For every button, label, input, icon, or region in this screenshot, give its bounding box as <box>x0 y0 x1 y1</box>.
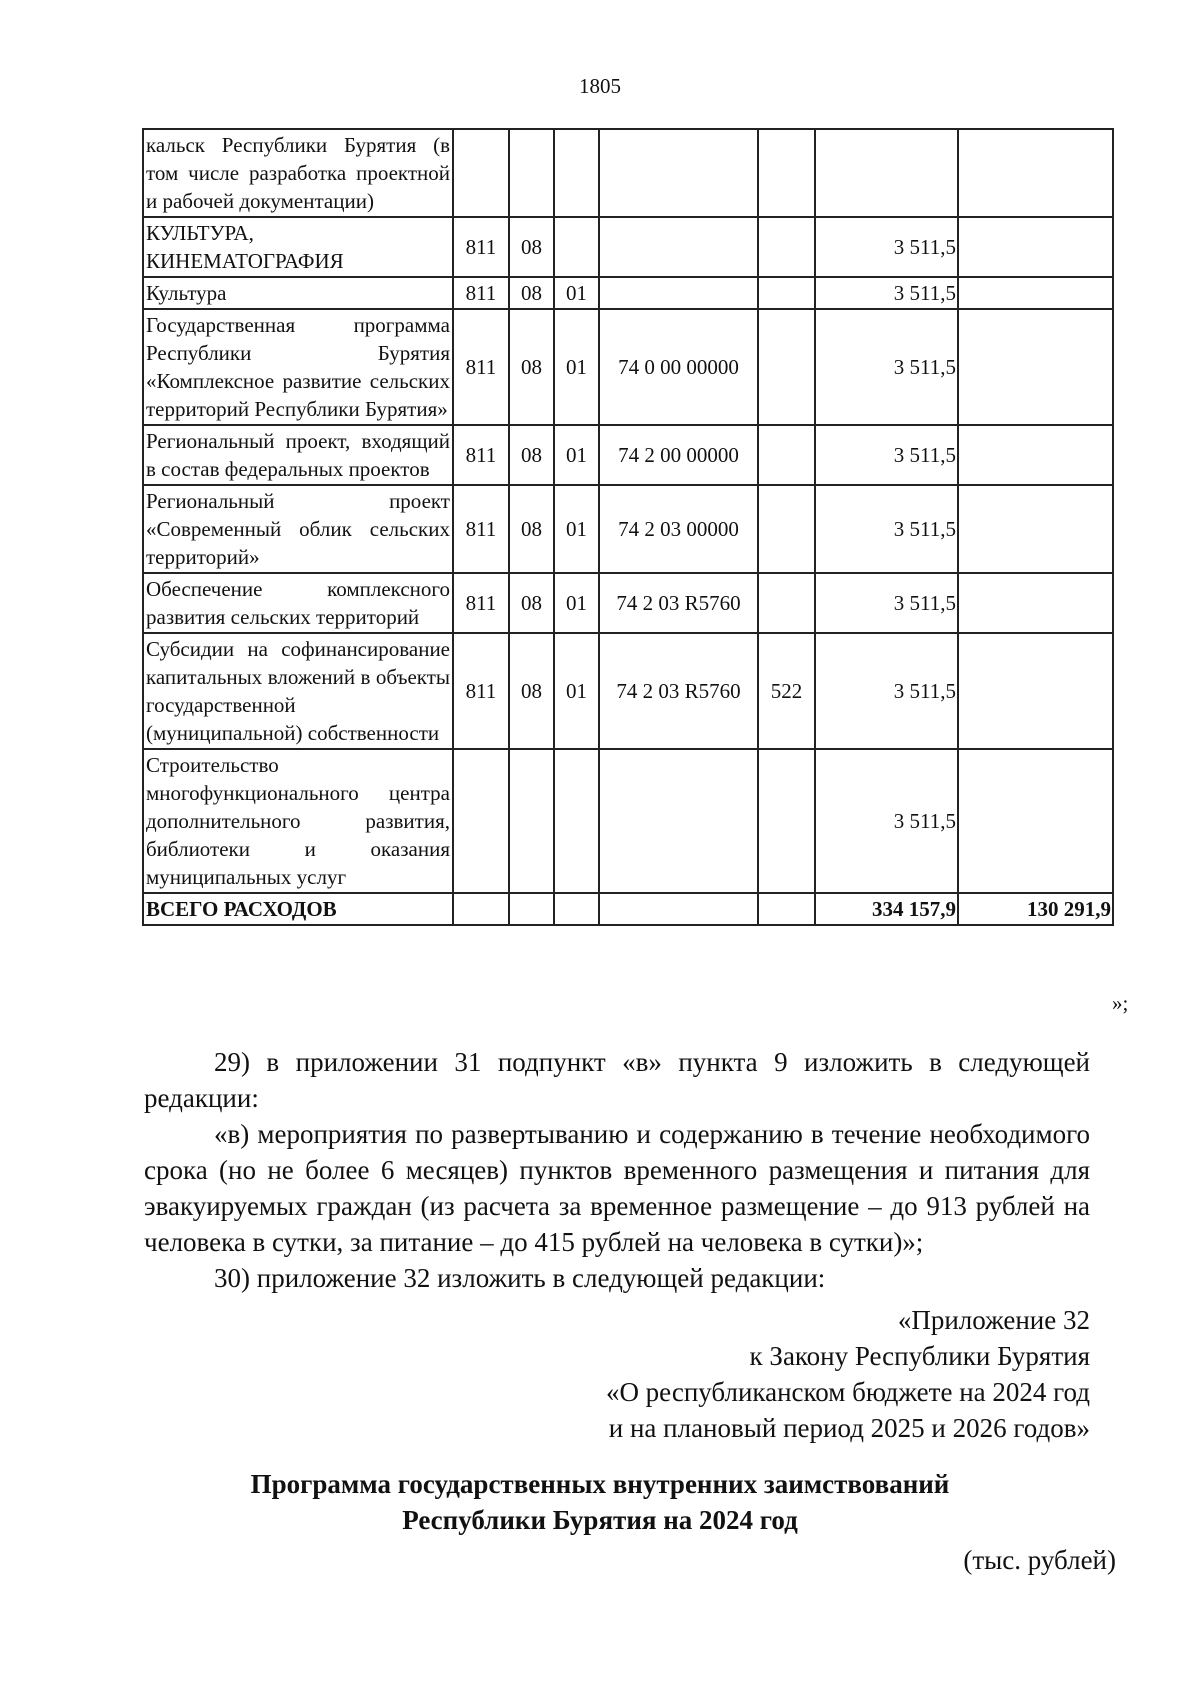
empty-cell <box>554 893 599 925</box>
vr-cell <box>758 485 815 573</box>
rz-cell: 08 <box>509 217 554 277</box>
row-name: Культура <box>143 277 453 309</box>
rz-cell: 08 <box>509 485 554 573</box>
table-row <box>143 129 1113 217</box>
sum-2024-cell <box>815 129 958 217</box>
ved-cell <box>453 749 509 893</box>
pr-cell <box>554 217 599 277</box>
rz-cell: 08 <box>509 425 554 485</box>
csr-cell: 74 2 03 00000 <box>599 485 758 573</box>
table-row <box>143 573 1113 633</box>
vr-cell: 522 <box>758 633 815 749</box>
sum-2024-cell: 3 511,5 <box>815 485 958 573</box>
table-row <box>143 425 1113 485</box>
pr-cell: 01 <box>554 277 599 309</box>
heading-line: Республики Бурятия на 2024 год <box>402 1505 798 1535</box>
ved-cell: 811 <box>453 217 509 277</box>
empty-cell <box>599 893 758 925</box>
paragraph-29: 29) в приложении 31 подпункт «в» пункта 9 изложить в следующей редакции: <box>144 1047 1090 1113</box>
csr-cell: 74 0 00 00000 <box>599 309 758 425</box>
rz-cell <box>509 129 554 217</box>
budget-table <box>142 128 1114 926</box>
ved-cell: 811 <box>453 425 509 485</box>
sum-other-cell <box>958 633 1113 749</box>
page-number: 1805 <box>579 74 621 98</box>
sum-other-cell <box>958 277 1113 309</box>
vr-cell <box>758 573 815 633</box>
csr-cell: 74 2 03 R5760 <box>599 633 758 749</box>
ved-cell: 811 <box>453 309 509 425</box>
table-row <box>143 217 1113 277</box>
pr-cell <box>554 129 599 217</box>
csr-cell <box>599 277 758 309</box>
vr-cell <box>758 217 815 277</box>
csr-cell: 74 2 00 00000 <box>599 425 758 485</box>
sum-2024-cell: 3 511,5 <box>815 425 958 485</box>
rz-cell: 08 <box>509 277 554 309</box>
row-name: Обеспечение комплексного развития сельских территорий <box>143 573 453 633</box>
vr-cell <box>758 749 815 893</box>
ved-cell: 811 <box>453 277 509 309</box>
total-sum-other: 130 291,9 <box>958 893 1113 925</box>
table-row <box>143 485 1113 573</box>
total-label: ВСЕГО РАСХОДОВ <box>143 893 453 925</box>
empty-cell <box>453 893 509 925</box>
empty-cell <box>758 893 815 925</box>
pr-cell: 01 <box>554 633 599 749</box>
ved-cell: 811 <box>453 485 509 573</box>
csr-cell <box>599 749 758 893</box>
sum-2024-cell: 3 511,5 <box>815 749 958 893</box>
paragraph-30: 30) приложение 32 изложить в следующей редакции: <box>214 1263 826 1293</box>
total-row <box>143 893 1113 925</box>
row-name: кальск Республики Бурятия (в том числе разработка проектной и рабочей документации) <box>143 129 453 217</box>
sum-2024-cell: 3 511,5 <box>815 309 958 425</box>
empty-cell <box>509 893 554 925</box>
vr-cell <box>758 129 815 217</box>
pr-cell: 01 <box>554 425 599 485</box>
units-note: (тыс. рублей) <box>963 1545 1116 1575</box>
table-closing-quote: »; <box>1112 991 1129 1015</box>
total-sum-2024: 334 157,9 <box>815 893 958 925</box>
csr-cell <box>599 129 758 217</box>
csr-cell <box>599 217 758 277</box>
pr-cell: 01 <box>554 573 599 633</box>
rz-cell <box>509 749 554 893</box>
ved-cell <box>453 129 509 217</box>
vr-cell <box>758 309 815 425</box>
csr-cell: 74 2 03 R5760 <box>599 573 758 633</box>
rz-cell: 08 <box>509 573 554 633</box>
appendix-line: к Закону Республики Бурятия <box>749 1341 1090 1371</box>
row-name: Региональный проект, входящий в состав федеральных проектов <box>143 425 453 485</box>
row-name: Строительство многофункционального центра дополнительного развития, библиотеки и оказания муниципальных услуг <box>143 749 453 893</box>
ved-cell: 811 <box>453 633 509 749</box>
amendment-text <box>144 1044 1090 1296</box>
appendix-line: «О республиканском бюджете на 2024 год <box>605 1377 1090 1407</box>
vr-cell <box>758 277 815 309</box>
appendix-line: и на плановый период 2025 и 2026 годов» <box>608 1413 1090 1443</box>
sum-2024-cell: 3 511,5 <box>815 573 958 633</box>
table-row <box>143 749 1113 893</box>
vr-cell <box>758 425 815 485</box>
pr-cell: 01 <box>554 309 599 425</box>
appendix-line: «Приложение 32 <box>897 1305 1090 1335</box>
appendix-reference <box>560 1302 1090 1446</box>
sum-other-cell <box>958 309 1113 425</box>
row-name: КУЛЬТУРА, КИНЕМАТОГРАФИЯ <box>143 217 453 277</box>
pr-cell: 01 <box>554 485 599 573</box>
row-name: Субсидии на софинансирование капитальных вложений в объекты государственной (муниципальной) собственности <box>143 633 453 749</box>
sum-other-cell <box>958 573 1113 633</box>
sum-other-cell <box>958 749 1113 893</box>
ved-cell: 811 <box>453 573 509 633</box>
row-name: Региональный проект «Современный облик сельских территорий» <box>143 485 453 573</box>
table-row <box>143 309 1113 425</box>
sum-2024-cell: 3 511,5 <box>815 277 958 309</box>
rz-cell: 08 <box>509 309 554 425</box>
sum-other-cell <box>958 485 1113 573</box>
sum-other-cell <box>958 425 1113 485</box>
sum-2024-cell: 3 511,5 <box>815 633 958 749</box>
section-heading <box>0 1466 1200 1538</box>
table-row <box>143 277 1113 309</box>
paragraph-v: «в) мероприятия по развертыванию и содержанию в течение необходимого срока (но не более 6 месяцев) пунктов временного размещения и питания для эвакуируемых граждан (из расчета за временное размещение – до 913 рублей на человека в сутки, за питание – до 415 рублей на человека в сутки)»; <box>144 1119 1090 1257</box>
sum-2024-cell: 3 511,5 <box>815 217 958 277</box>
sum-other-cell <box>958 217 1113 277</box>
table-row <box>143 633 1113 749</box>
rz-cell: 08 <box>509 633 554 749</box>
heading-line: Программа государственных внутренних заимствований <box>250 1469 950 1499</box>
row-name: Государственная программа Республики Бурятия «Комплексное развитие сельских территорий Республики Бурятия» <box>143 309 453 425</box>
pr-cell <box>554 749 599 893</box>
sum-other-cell <box>958 129 1113 217</box>
